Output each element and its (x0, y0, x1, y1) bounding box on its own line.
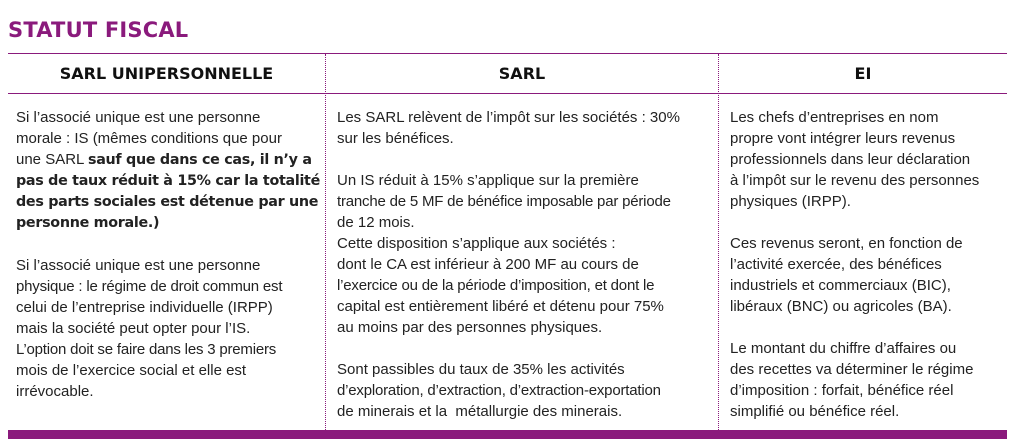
text-line-bold: pas de taux réduit à 15% car la totalité (16, 173, 320, 189)
text-line: d’exploration, d’extraction, d’extraction-exportation (337, 382, 661, 399)
bottom-bar (8, 430, 1007, 439)
text-line: mois de l’exercice social et elle est (16, 362, 247, 379)
paragraph-impot-societes (337, 107, 712, 149)
text-line: mais la société peut opter pour l’IS. (16, 320, 251, 337)
text-line: Ces revenus seront, en fonction de (730, 235, 963, 252)
text-bold: sauf que dans ce cas, il n’y a (88, 152, 312, 168)
text-line-bold: personne morale.) (16, 215, 160, 231)
text-line: industriels et commerciaux (BIC), (730, 277, 951, 294)
text-line: libéraux (BNC) ou agricoles (BA). (730, 298, 952, 315)
paragraph-personne-physique (16, 255, 318, 402)
text-line: simplifié ou bénéfice réel. (730, 403, 900, 420)
text-line: celui de l’entreprise individuelle (IRPP) (16, 299, 273, 316)
text-line: physique : le régime de droit commun est (16, 278, 283, 295)
text-line: Les chefs d’entreprises en nom (730, 109, 939, 126)
text-line: professionnels dans leur déclaration (730, 151, 971, 168)
header-sarl: SARL (498, 64, 546, 83)
text-line: Un IS réduit à 15% s’applique sur la première (337, 172, 639, 189)
text-line: L’option doit se faire dans les 3 premiers (16, 341, 277, 358)
column-sarl-unipersonnelle-body (16, 107, 318, 402)
text-line: Sont passibles du taux de 35% les activités (337, 361, 625, 378)
text-line: Le montant du chiffre d’affaires ou (730, 340, 957, 357)
paragraph-regime-imposition (730, 338, 1002, 422)
text-line: tranche de 5 MF de bénéfice imposable par période (337, 193, 671, 210)
text-line-bold: des parts sociales est détenue par une (16, 194, 319, 210)
text-line: Cette disposition s’applique aux sociétés : (337, 235, 616, 252)
text-line: l’activité exercée, des bénéfices (730, 256, 942, 273)
text-line: sur les bénéfices. (337, 130, 454, 147)
text-normal: une SARL (16, 151, 88, 168)
text-line: de minerais et la métallurgie des minerais. (337, 403, 623, 420)
text-line: irrévocable. (16, 383, 94, 400)
header-ei: EI (854, 64, 872, 83)
text-line: Les SARL relèvent de l’impôt sur les sociétés : 30% (337, 109, 680, 126)
paragraph-personne-morale (16, 107, 318, 234)
text-line: au moins par des personnes physiques. (337, 319, 603, 336)
text-line: physiques (IRPP). (730, 193, 851, 210)
text-line: d’imposition : forfait, bénéfice réel (730, 382, 954, 399)
paragraph-is-reduit (337, 170, 712, 338)
paragraph-revenus (730, 233, 1002, 317)
text-line: de 12 mois. (337, 214, 415, 231)
text-line: propre vont intégrer leurs revenus (730, 130, 956, 147)
column-separator-1 (325, 54, 326, 430)
text-line: Si l’associé unique est une personne (16, 257, 261, 274)
header-sarl-unipersonnelle: SARL UNIPERSONNELLE (59, 64, 274, 83)
column-separator-2 (718, 54, 719, 430)
text-line (16, 149, 318, 171)
paragraph-irpp (730, 107, 1002, 212)
text-line: capital est entièrement libéré et détenu pour 75% (337, 298, 664, 315)
text-line: des recettes va déterminer le régime (730, 361, 974, 378)
column-sarl-body (337, 107, 712, 422)
page-title: STATUT FISCAL (8, 18, 189, 42)
text-line: à l’impôt sur le revenu des personnes (730, 172, 980, 189)
text-line: l’exercice ou de la période d’imposition, et dont le (337, 277, 655, 294)
header-rule (8, 93, 1007, 94)
paragraph-taux-35 (337, 359, 712, 422)
text-line: dont le CA est inférieur à 200 MF au cours de (337, 256, 639, 273)
column-ei-body (730, 107, 1002, 422)
text-line: morale : IS (mêmes conditions que pour (16, 130, 282, 147)
text-line: Si l’associé unique est une personne (16, 109, 261, 126)
